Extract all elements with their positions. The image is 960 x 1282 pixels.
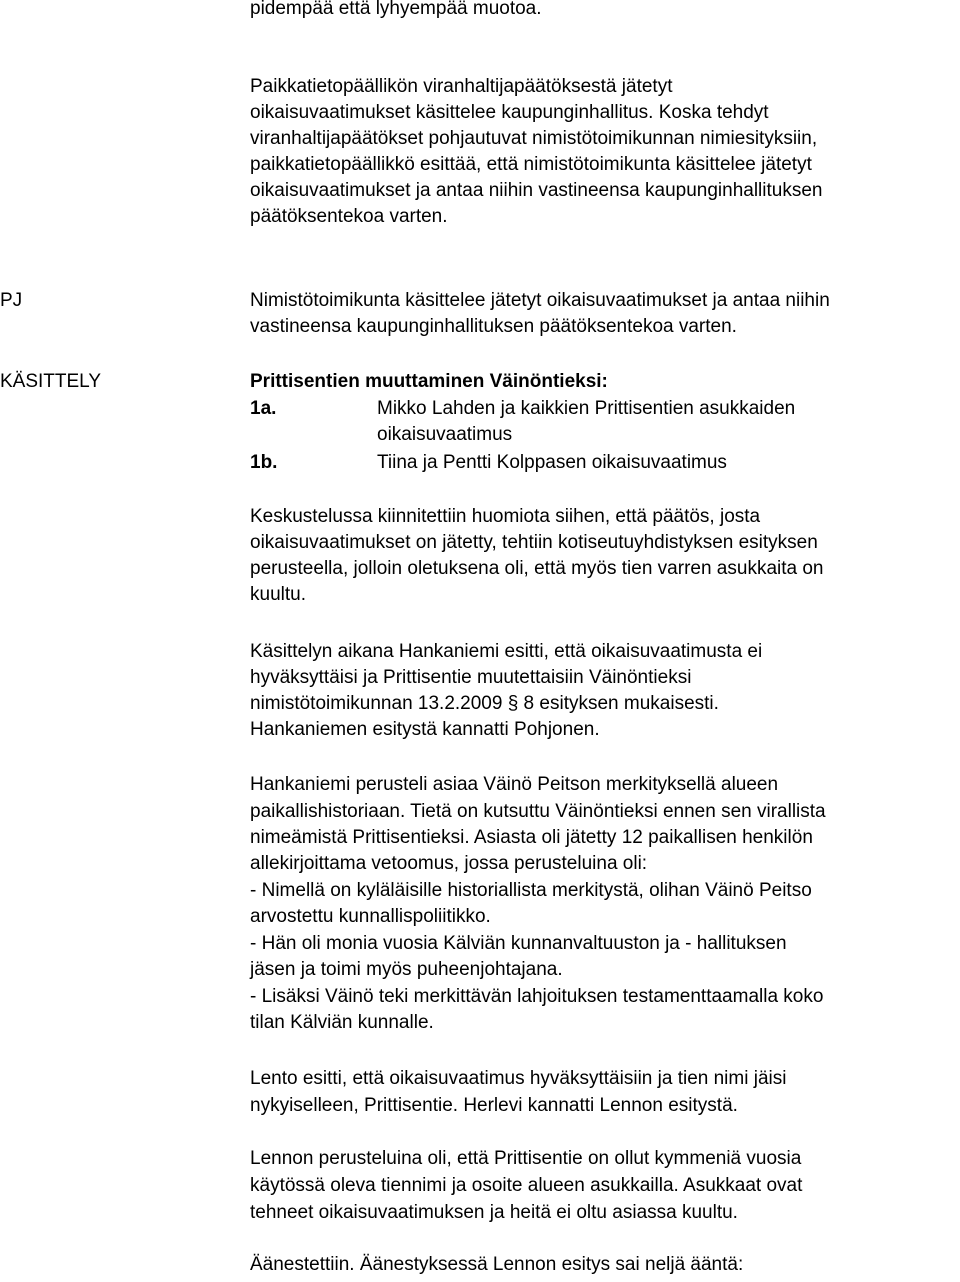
- paragraph-line: Äänestettiin. Äänestyksessä Lennon esitys sai neljä ääntä:: [250, 1254, 744, 1275]
- item-number: 1a.: [250, 398, 277, 419]
- paragraph-line: - Lisäksi Väinö teki merkittävän lahjoituksen testamenttaamalla koko: [250, 986, 824, 1007]
- paragraph-line: nimeämistä Prittisentieksi. Asiasta oli jätetty 12 paikallisen henkilön: [250, 827, 813, 848]
- paragraph-line: käytössä oleva tiennimi ja osoite alueen asukkailla. Asukkaat ovat: [250, 1175, 803, 1196]
- paragraph-line: nimistötoimikunnan 13.2.2009 § 8 esityksen mukaisesti.: [250, 693, 719, 714]
- paragraph-line: Hankaniemi perusteli asiaa Väinö Peitson merkityksellä alueen: [250, 774, 779, 795]
- intro-line: pidempää että lyhyempää muotoa.: [250, 0, 542, 19]
- intro-line: oikaisuvaatimukset ja antaa niihin vastineensa kaupunginhallituksen: [250, 180, 823, 201]
- paragraph-line: oikaisuvaatimukset on jätetty, tehtiin kotiseutuyhdistyksen esityksen: [250, 532, 818, 553]
- paragraph-line: Lento esitti, että oikaisuvaatimus hyväksyttäisiin ja tien nimi jäisi: [250, 1068, 787, 1089]
- item-text: oikaisuvaatimus: [377, 424, 513, 445]
- paragraph-line: Keskustelussa kiinnitettiin huomiota siihen, että päätös, josta: [250, 506, 761, 527]
- paragraph-line: - Hän oli monia vuosia Kälviän kunnanvaltuuston ja - hallituksen: [250, 933, 787, 954]
- pj-label: PJ: [0, 290, 23, 311]
- item-text: Tiina ja Pentti Kolppasen oikaisuvaatimus: [377, 452, 727, 473]
- item-text: Mikko Lahden ja kaikkien Prittisentien asukkaiden: [377, 398, 796, 419]
- intro-line: päätöksentekoa varten.: [250, 206, 448, 227]
- paragraph-line: Käsittelyn aikana Hankaniemi esitti, että oikaisuvaatimusta ei: [250, 641, 763, 662]
- paragraph-line: arvostettu kunnallispoliitikko.: [250, 906, 491, 927]
- pj-line: Nimistötoimikunta käsittelee jätetyt oikaisuvaatimukset ja antaa niihin: [250, 290, 830, 311]
- paragraph-line: - Nimellä on kyläläisille historiallista merkitystä, olihan Väinö Peitso: [250, 880, 812, 901]
- paragraph-line: Lennon perusteluina oli, että Prittisentie on ollut kymmeniä vuosia: [250, 1148, 802, 1169]
- paragraph-line: nykyiselleen, Prittisentie. Herlevi kannatti Lennon esitystä.: [250, 1095, 738, 1116]
- paragraph-line: tehneet oikaisuvaatimuksen ja heitä ei oltu asiassa kuultu.: [250, 1202, 738, 1223]
- paragraph-line: hyväksyttäisi ja Prittisentie muutettaisiin Väinöntieksi: [250, 667, 692, 688]
- intro-line: oikaisuvaatimukset käsittelee kaupunginhallitus. Koska tehdyt: [250, 102, 769, 123]
- paragraph-line: allekirjoittama vetoomus, jossa perusteluina oli:: [250, 853, 648, 874]
- intro-line: Paikkatietopäällikön viranhaltijapäätöksestä jätetyt: [250, 76, 673, 97]
- kasittely-label: KÄSITTELY: [0, 371, 102, 392]
- item-number: 1b.: [250, 452, 278, 473]
- kasittely-heading: Prittisentien muuttaminen Väinöntieksi:: [250, 371, 608, 392]
- intro-line: paikkatietopäällikkö esittää, että nimistötoimikunta käsittelee jätetyt: [250, 154, 812, 175]
- paragraph-line: jäsen ja toimi myös puheenjohtajana.: [250, 959, 563, 980]
- pj-line: vastineensa kaupunginhallituksen päätöksentekoa varten.: [250, 316, 737, 337]
- paragraph-line: tilan Kälviän kunnalle.: [250, 1012, 434, 1033]
- intro-line: viranhaltijapäätökset pohjautuvat nimistötoimikunnan nimiesityksiin,: [250, 128, 818, 149]
- paragraph-line: Hankaniemen esitystä kannatti Pohjonen.: [250, 719, 600, 740]
- paragraph-line: perusteella, jolloin oletuksena oli, että myös tien varren asukkaita on: [250, 558, 824, 579]
- paragraph-line: kuultu.: [250, 584, 306, 605]
- paragraph-line: paikallishistoriaan. Tietä on kutsuttu Väinöntieksi ennen sen virallista: [250, 801, 826, 822]
